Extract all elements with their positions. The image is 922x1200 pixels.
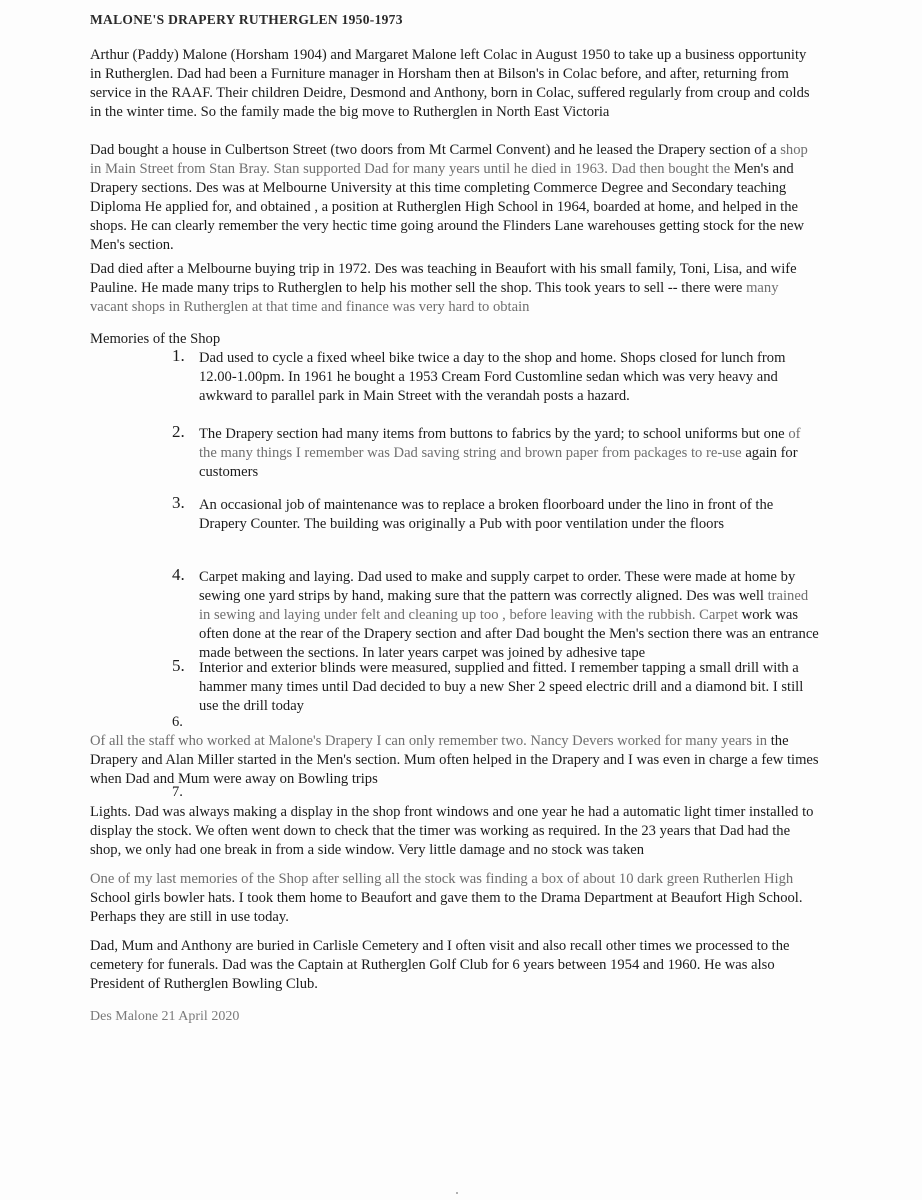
paragraph-intro: Arthur (Paddy) Malone (Horsham 1904) and Margaret Malone left Colac in August 1950 to take up a business opportunity in Rutherglen. Dad had been a Furniture manager in Horsham then at Bilson's in Colac before, and after, returning from service in the RAAF. Their children Deidre, Desmond and Anthony, born in Colac, suffered regularly from croup and colds in the winter time. So the family made the big move to Rutherglen in North East Victoria [90,47,810,120]
memory-item-6-rest: the Drapery and Alan Miller started in the Men's section. Mum often helped in the Drapery and I was even in charge a few times when Dad and Mum were away on Bowling trips [90,733,819,787]
memory-item-text-faint: of the many things I remember was Dad saving string and brown paper from packages to re-use [199,426,801,461]
paragraph-bowler-hats-rest: School girls bowler hats. I took them home to Beaufort and gave them to the Drama Department at Beaufort High School. Perhaps they are still in use today. [90,890,803,925]
memory-item-number: 2. [172,422,185,441]
memory-item-text-part: again for customers [199,445,798,480]
memory-item-text: Interior and exterior blinds were measured, supplied and fitted. I remember tapping a small drill with a hammer many times until Dad decided to buy a new Sher 2 speed electric drill and a diamond bit. I still use the drill today [199,660,804,714]
memory-item-7-number: 7. [172,784,183,800]
paragraph-house-faint-line: shop in Main Street from Stan Bray. Stan supported Dad for many years until he died in 1963. Dad then bought the [90,142,808,177]
memory-item-text [199,425,819,482]
memory-item-number: 4. [172,565,185,584]
paragraph-bowler-hats [90,870,820,927]
scan-speck [456,1192,458,1194]
memory-item-text-part: work was often done at the rear of the Drapery section and after Dad bought the Men's section there was an entrance made between the sections. In later years carpet was joined by adhesive tape [199,607,819,661]
memory-item-number: 5. [172,656,185,675]
memory-item-6-number: 6. [172,714,183,730]
memory-item-text-faint: trained in sewing and laying under felt and cleaning up too , before leaving with the rubbish. Carpet [199,588,809,623]
memory-item-7-text: Lights. Dad was always making a display in the shop front windows and one year he had a automatic light timer installed to display the stock. We often went down to check that the timer was working as required. In the 23 years that Dad had the shop, we only had one break in from a side window. Very little damage and no stock was taken [90,804,814,858]
memory-item-text: Dad used to cycle a fixed wheel bike twice a day to the shop and home. Shops closed for lunch from 12.00-1.00pm. In 1961 he bought a 1953 Cream Ford Customline sedan which was very heavy and awkward to parallel park in Main Street with the verandah posts a hazard. [199,350,786,404]
paragraph-house-rest: Men's and Drapery sections. Des was at Melbourne University at this time completing Commerce Degree and Secondary teaching Diploma He applied for, and obtained , a position at Rutherglen High School in 1964, boarded at home, and helped in the shops. He can clearly remember the very hectic time going around the Flinders Lane warehouses getting stock for the new Men's section. [90,161,805,253]
paragraph-death-faint-line: many vacant shops in Rutherglen at that time and finance was very hard to obtain [90,280,779,315]
paragraph-house [90,141,820,255]
memory-item-number: 1. [172,346,185,365]
signature-line: Des Malone 21 April 2020 [90,1009,240,1024]
memories-heading: Memories of the Shop [90,331,221,347]
paragraph-death-main: Dad died after a Melbourne buying trip in 1972. Des was teaching in Beaufort with his small family, Toni, Lisa, and wife Pauline. He made many trips to Rutherglen to help his mother sell the shop. This took years to sell -- there were [90,261,797,296]
document-title: MALONE'S DRAPERY RUTHERGLEN 1950-1973 [90,12,403,27]
memory-item-text: An occasional job of maintenance was to replace a broken floorboard under the lino in front of the Drapery Counter. The building was originally a Pub with poor ventilation under the floors [199,497,774,532]
memory-item-number: 3. [172,493,185,512]
paragraph-bowler-hats-faint: One of my last memories of the Shop after selling all the stock was finding a box of about 10 dark green Rutherlen High [90,871,794,887]
memory-item-text-part: Carpet making and laying. Dad used to make and supply carpet to order. These were made at home by sewing one yard strips by hand, making sure that the pattern was correctly aligned. Des was well [199,569,796,604]
memory-item-6-faint-line: Of all the staff who worked at Malone's Drapery I can only remember two. Nancy Devers worked for many years in [90,733,768,749]
memory-item-6-text [90,732,820,789]
paragraph-cemetery: Dad, Mum and Anthony are buried in Carlisle Cemetery and I often visit and also recall other times we processed to the cemetery for funerals. Dad was the Captain at Rutherglen Golf Club for 6 years between 1954 and 1960. He was also President of Rutherglen Bowling Club. [90,938,790,992]
memory-item-text [199,568,819,663]
paragraph-house-line1: Dad bought a house in Culbertson Street (two doors from Mt Carmel Convent) and he leased the Drapery section of a [90,142,777,158]
memory-item-text-part: The Drapery section had many items from buttons to fabrics by the yard; to school uniforms but one [199,426,785,442]
paragraph-death [90,260,820,317]
